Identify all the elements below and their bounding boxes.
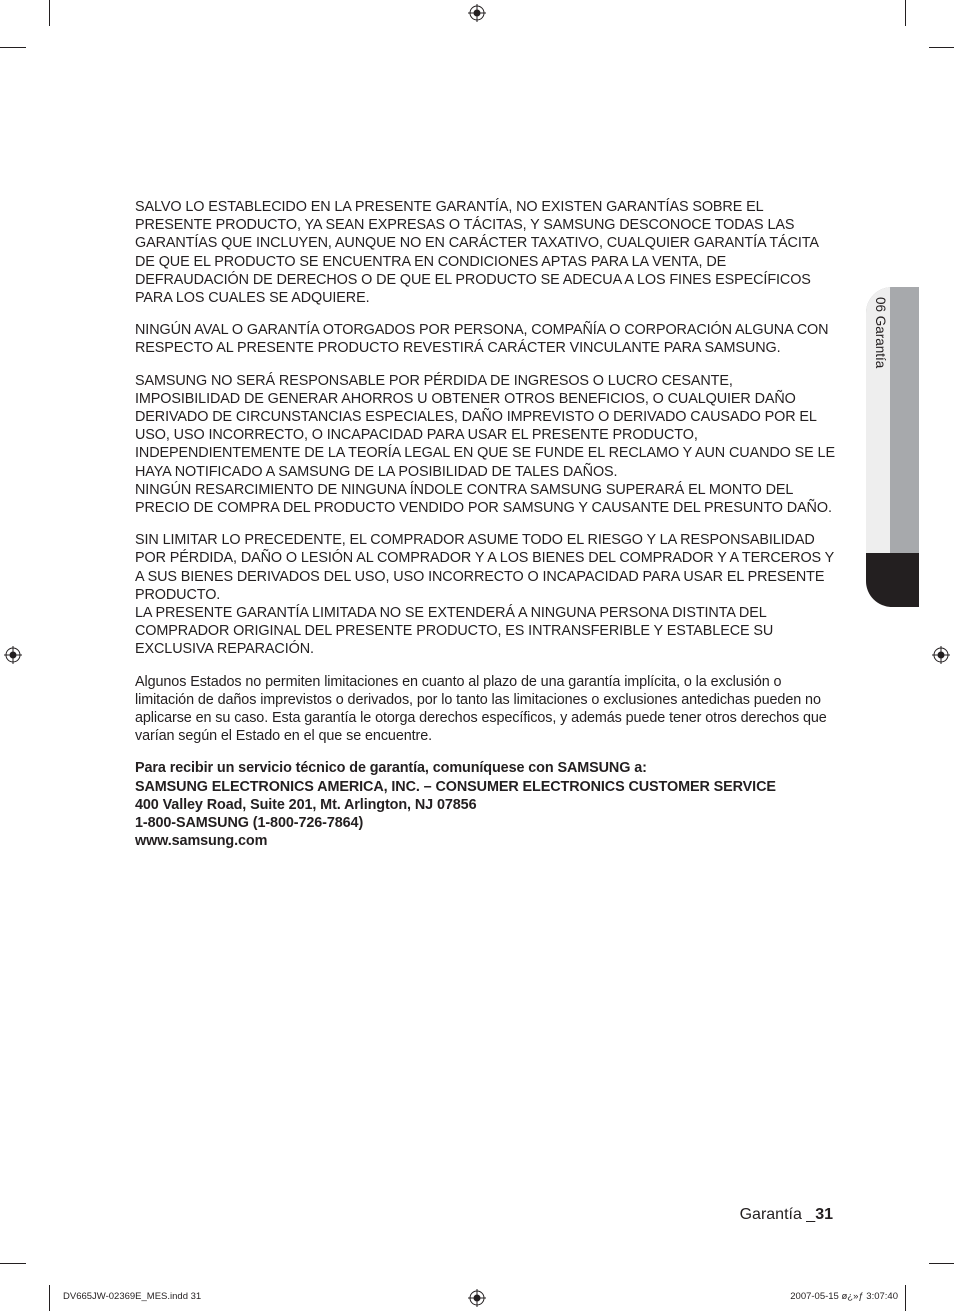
section-tab-marker <box>866 553 919 607</box>
paragraph: LA PRESENTE GARANTÍA LIMITADA NO SE EXTENDERÁ A NINGUNA PERSONA DISTINTA DEL COMPRADOR ORIGINAL DEL PRESENTE PRODUCTO, ES INTRANSFERIBLE Y ESTABLECE SU EXCLUSIVA REPARACIÓN. <box>135 605 774 658</box>
slug-date: 2007-05-15 ø¿»ƒ 3:07:40 <box>790 1291 898 1302</box>
section-tab-label: 06 Garantía <box>873 297 888 369</box>
contact-website[interactable]: www.samsung.com <box>135 833 268 850</box>
contact-company: SAMSUNG ELECTRONICS AMERICA, INC. – CONSUMER ELECTRONICS CUSTOMER SERVICE <box>135 778 776 795</box>
paragraph: NINGÚN RESARCIMIENTO DE NINGUNA ÍNDOLE CONTRA SAMSUNG SUPERARÁ EL MONTO DEL PRECIO DE COMPRA DEL PRODUCTO VENDIDO POR SAMSUNG Y CAUSANTE DEL PRESUNTO DAÑO. <box>135 481 832 517</box>
paragraph-group <box>135 372 835 518</box>
crop-mark <box>929 1263 954 1264</box>
page-footer <box>740 1206 833 1224</box>
crop-mark <box>0 1263 26 1264</box>
paragraph: Algunos Estados no permiten limitaciones en cuanto al plazo de una garantía implícita, o la exclusión o limitación de daños imprevistos o derivados, por lo tanto las limitaciones o exclusiones antedichas pueden no aplicarse en su caso. Esta garantía le otorga derechos específicos, y además puede tener otros derechos que varían según el Estado en el que se encuentre. <box>135 673 827 745</box>
slug-file: DV665JW-02369E_MES.indd 31 <box>63 1291 202 1302</box>
paragraph: SAMSUNG NO SERÁ RESPONSABLE POR PÉRDIDA DE INGRESOS O LUCRO CESANTE, IMPOSIBILIDAD DE GENERAR AHORROS U OBTENER OTROS BENEFICIOS, O CUALQUIER DAÑO DERIVADO DE CIRCUNSTANCIAS ESPECIALES, DAÑO IMPREVISTO O DERIVADO CAUSADO POR EL USO, USO INCORRECTO, O INCAPACIDAD PARA USAR EL PRESENTE PRODUCTO, INDEPENDIENTEMENTE DE LA TEORÍA LEGAL EN QUE SE FUNDE EL RECLAMO Y AUN CUANDO SE LE HAYA NOTIFICADO A SAMSUNG DE LA POSIBILIDAD DE TALES DAÑOS. <box>135 372 835 480</box>
crop-mark <box>905 0 906 26</box>
crop-mark <box>905 1285 906 1311</box>
contact-address: 400 Valley Road, Suite 201, Mt. Arlington, NJ 07856 <box>135 796 477 813</box>
registration-mark-icon <box>4 646 22 664</box>
contact-phone: 1-800-SAMSUNG (1-800-726-7864) <box>135 815 364 832</box>
crop-mark <box>49 0 50 26</box>
contact-intro: Para recibir un servicio técnico de garantía, comuníquese con SAMSUNG a: <box>135 760 647 777</box>
crop-mark <box>49 1285 50 1311</box>
registration-mark-icon <box>932 646 950 664</box>
paragraph: NINGÚN AVAL O GARANTÍA OTORGADOS POR PERSONA, COMPAÑÍA O CORPORACIÓN ALGUNA CON RESPECTO AL PRESENTE PRODUCTO REVESTIRÁ CARÁCTER VINCULANTE PARA SAMSUNG. <box>135 322 829 357</box>
registration-mark-icon <box>468 1289 486 1307</box>
paragraph-group <box>135 531 835 658</box>
page-number: 31 <box>815 1206 833 1223</box>
crop-mark <box>929 47 954 48</box>
paragraph: SIN LIMITAR LO PRECEDENTE, EL COMPRADOR ASUME TODO EL RIESGO Y LA RESPONSABILIDAD POR PÉRDIDA, DAÑO O LESIÓN AL COMPRADOR Y A LOS BIENES DEL COMPRADOR Y A TERCEROS Y A SUS BIENES DERIVADOS DEL USO, USO INCORRECTO O INCAPACIDAD PARA USAR EL PRESENTE PRODUCTO. <box>135 532 834 603</box>
contact-block <box>135 759 835 850</box>
paragraph: SALVO LO ESTABLECIDO EN LA PRESENTE GARANTÍA, NO EXISTEN GARANTÍAS SOBRE EL PRESENTE PRODUCTO, YA SEAN EXPRESAS O TÁCITAS, Y SAMSUNG DESCONOCE TODAS LAS GARANTÍAS QUE INCLUYEN, AUNQUE NO EN CARÁCTER TAXATIVO, CUALQUIER GARANTÍA TÁCITA DE QUE EL PRODUCTO SE ENCUENTRA EN CONDICIONES APTAS PARA LA VENTA, DE DEFRAUDACIÓN DE DERECHOS O DE QUE EL PRODUCTO SE ADECUA A LOS FINES ESPECÍFICOS PARA LOS CUALES SE ADQUIERE. <box>135 199 819 307</box>
footer-section: Garantía _ <box>739 1206 816 1223</box>
warranty-text <box>135 198 835 851</box>
registration-mark-icon <box>468 4 486 22</box>
crop-mark <box>0 47 26 48</box>
